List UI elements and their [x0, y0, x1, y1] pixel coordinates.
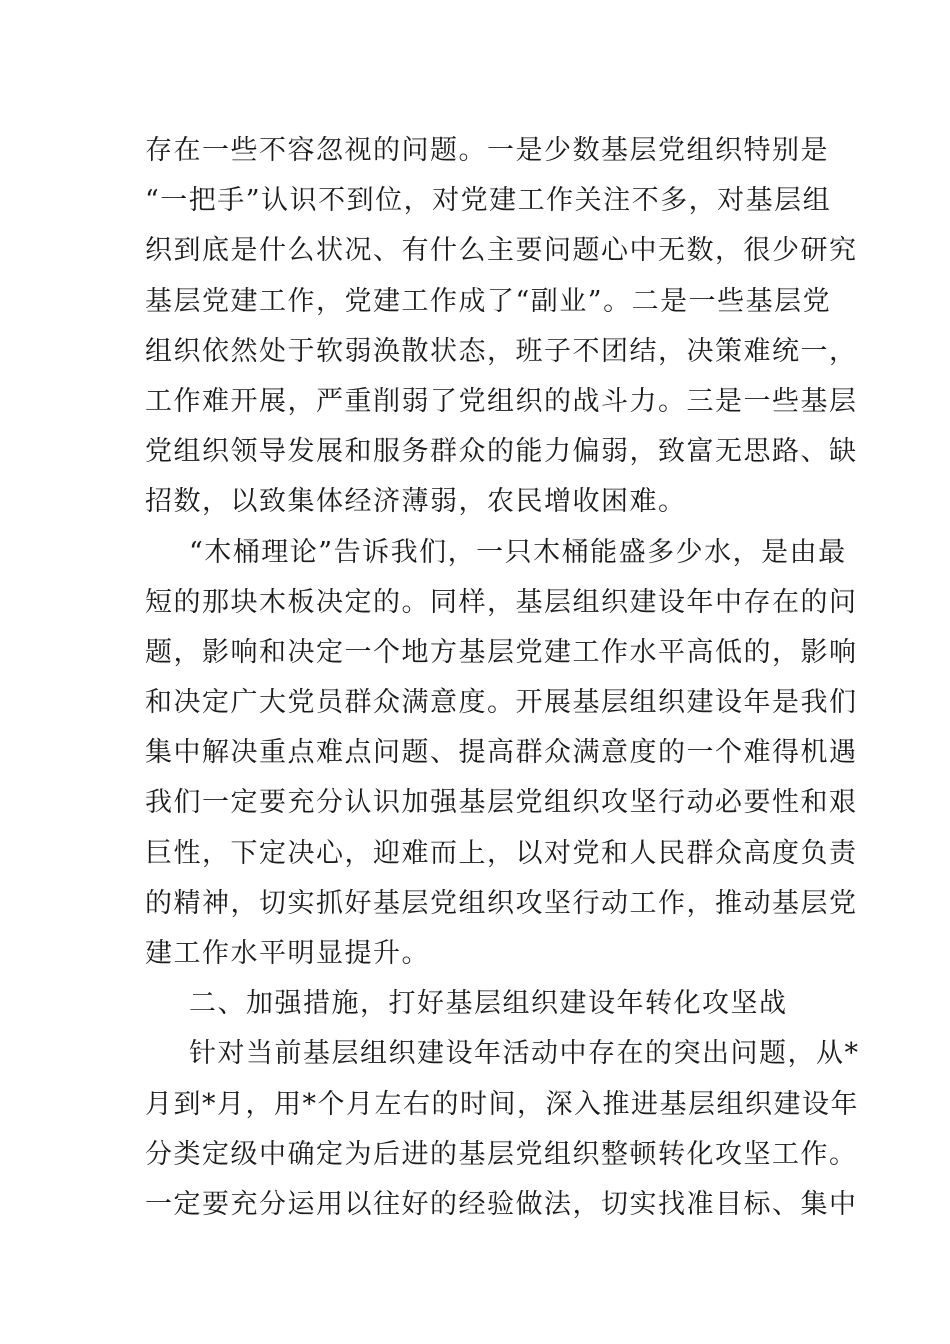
text-line: 的精神，切实抓好基层党组织攻坚行动工作，推动基层党 [145, 887, 858, 919]
text-line: 工作难开展，严重削弱了党组织的战斗力。三是一些基层 [145, 385, 858, 417]
text-line: 集中解决重点难点问题、提高群众满意度的一个难得机遇 [145, 737, 858, 769]
text-line: 月到*月，用*个月左右的时间，深入推进基层组织建设年 [145, 1088, 859, 1120]
document-body [145, 126, 860, 1230]
section-heading: 二、加强措施，打好基层组织建设年转化攻坚战 [189, 988, 788, 1020]
text-line: 织到底是什么状况、有什么主要问题心中无数，很少研究 [145, 235, 858, 267]
text-line: 存在一些不容忽视的问题。一是少数基层党组织特别是 [145, 135, 829, 166]
text-line: 党组织领导发展和服务群众的能力偏弱，致富无思路、缺 [145, 436, 858, 468]
text-line: 招数，以致集体经济薄弱，农民增收困难。 [145, 486, 687, 518]
text-line: 建工作水平明显提升。 [145, 938, 430, 969]
text-line: 基层党建工作，党建工作成了“副业”。二是一些基层党 [145, 285, 832, 317]
text-line: 短的那块木板决定的。同样，基层组织建设年中存在的问 [145, 586, 858, 618]
paragraph-start-line: “木桶理论”告诉我们，一只木桶能盛多少水，是由最 [189, 536, 847, 568]
text-line: 题，影响和决定一个地方基层党建工作水平高低的，影响 [145, 636, 858, 668]
paragraph-start-line: 针对当前基层组织建设年活动中存在的突出问题，从* [189, 1038, 860, 1070]
text-line: “一把手”认识不到位，对党建工作关注不多，对基层组 [145, 185, 832, 217]
text-line: 分类定级中确定为后进的基层党组织整顿转化攻坚工作。 [145, 1138, 858, 1170]
text-line: 组织依然处于软弱涣散状态，班子不团结，决策难统一， [145, 335, 858, 367]
text-line: 一定要充分运用以往好的经验做法，切实找准目标、集中 [145, 1188, 858, 1220]
text-line: 巨性，下定决心，迎难而上，以对党和人民群众高度负责 [145, 837, 858, 869]
text-line: 和决定广大党员群众满意度。开展基层组织建设年是我们 [145, 687, 858, 719]
text-line: 我们一定要充分认识加强基层党组织攻坚行动必要性和艰 [145, 787, 858, 819]
